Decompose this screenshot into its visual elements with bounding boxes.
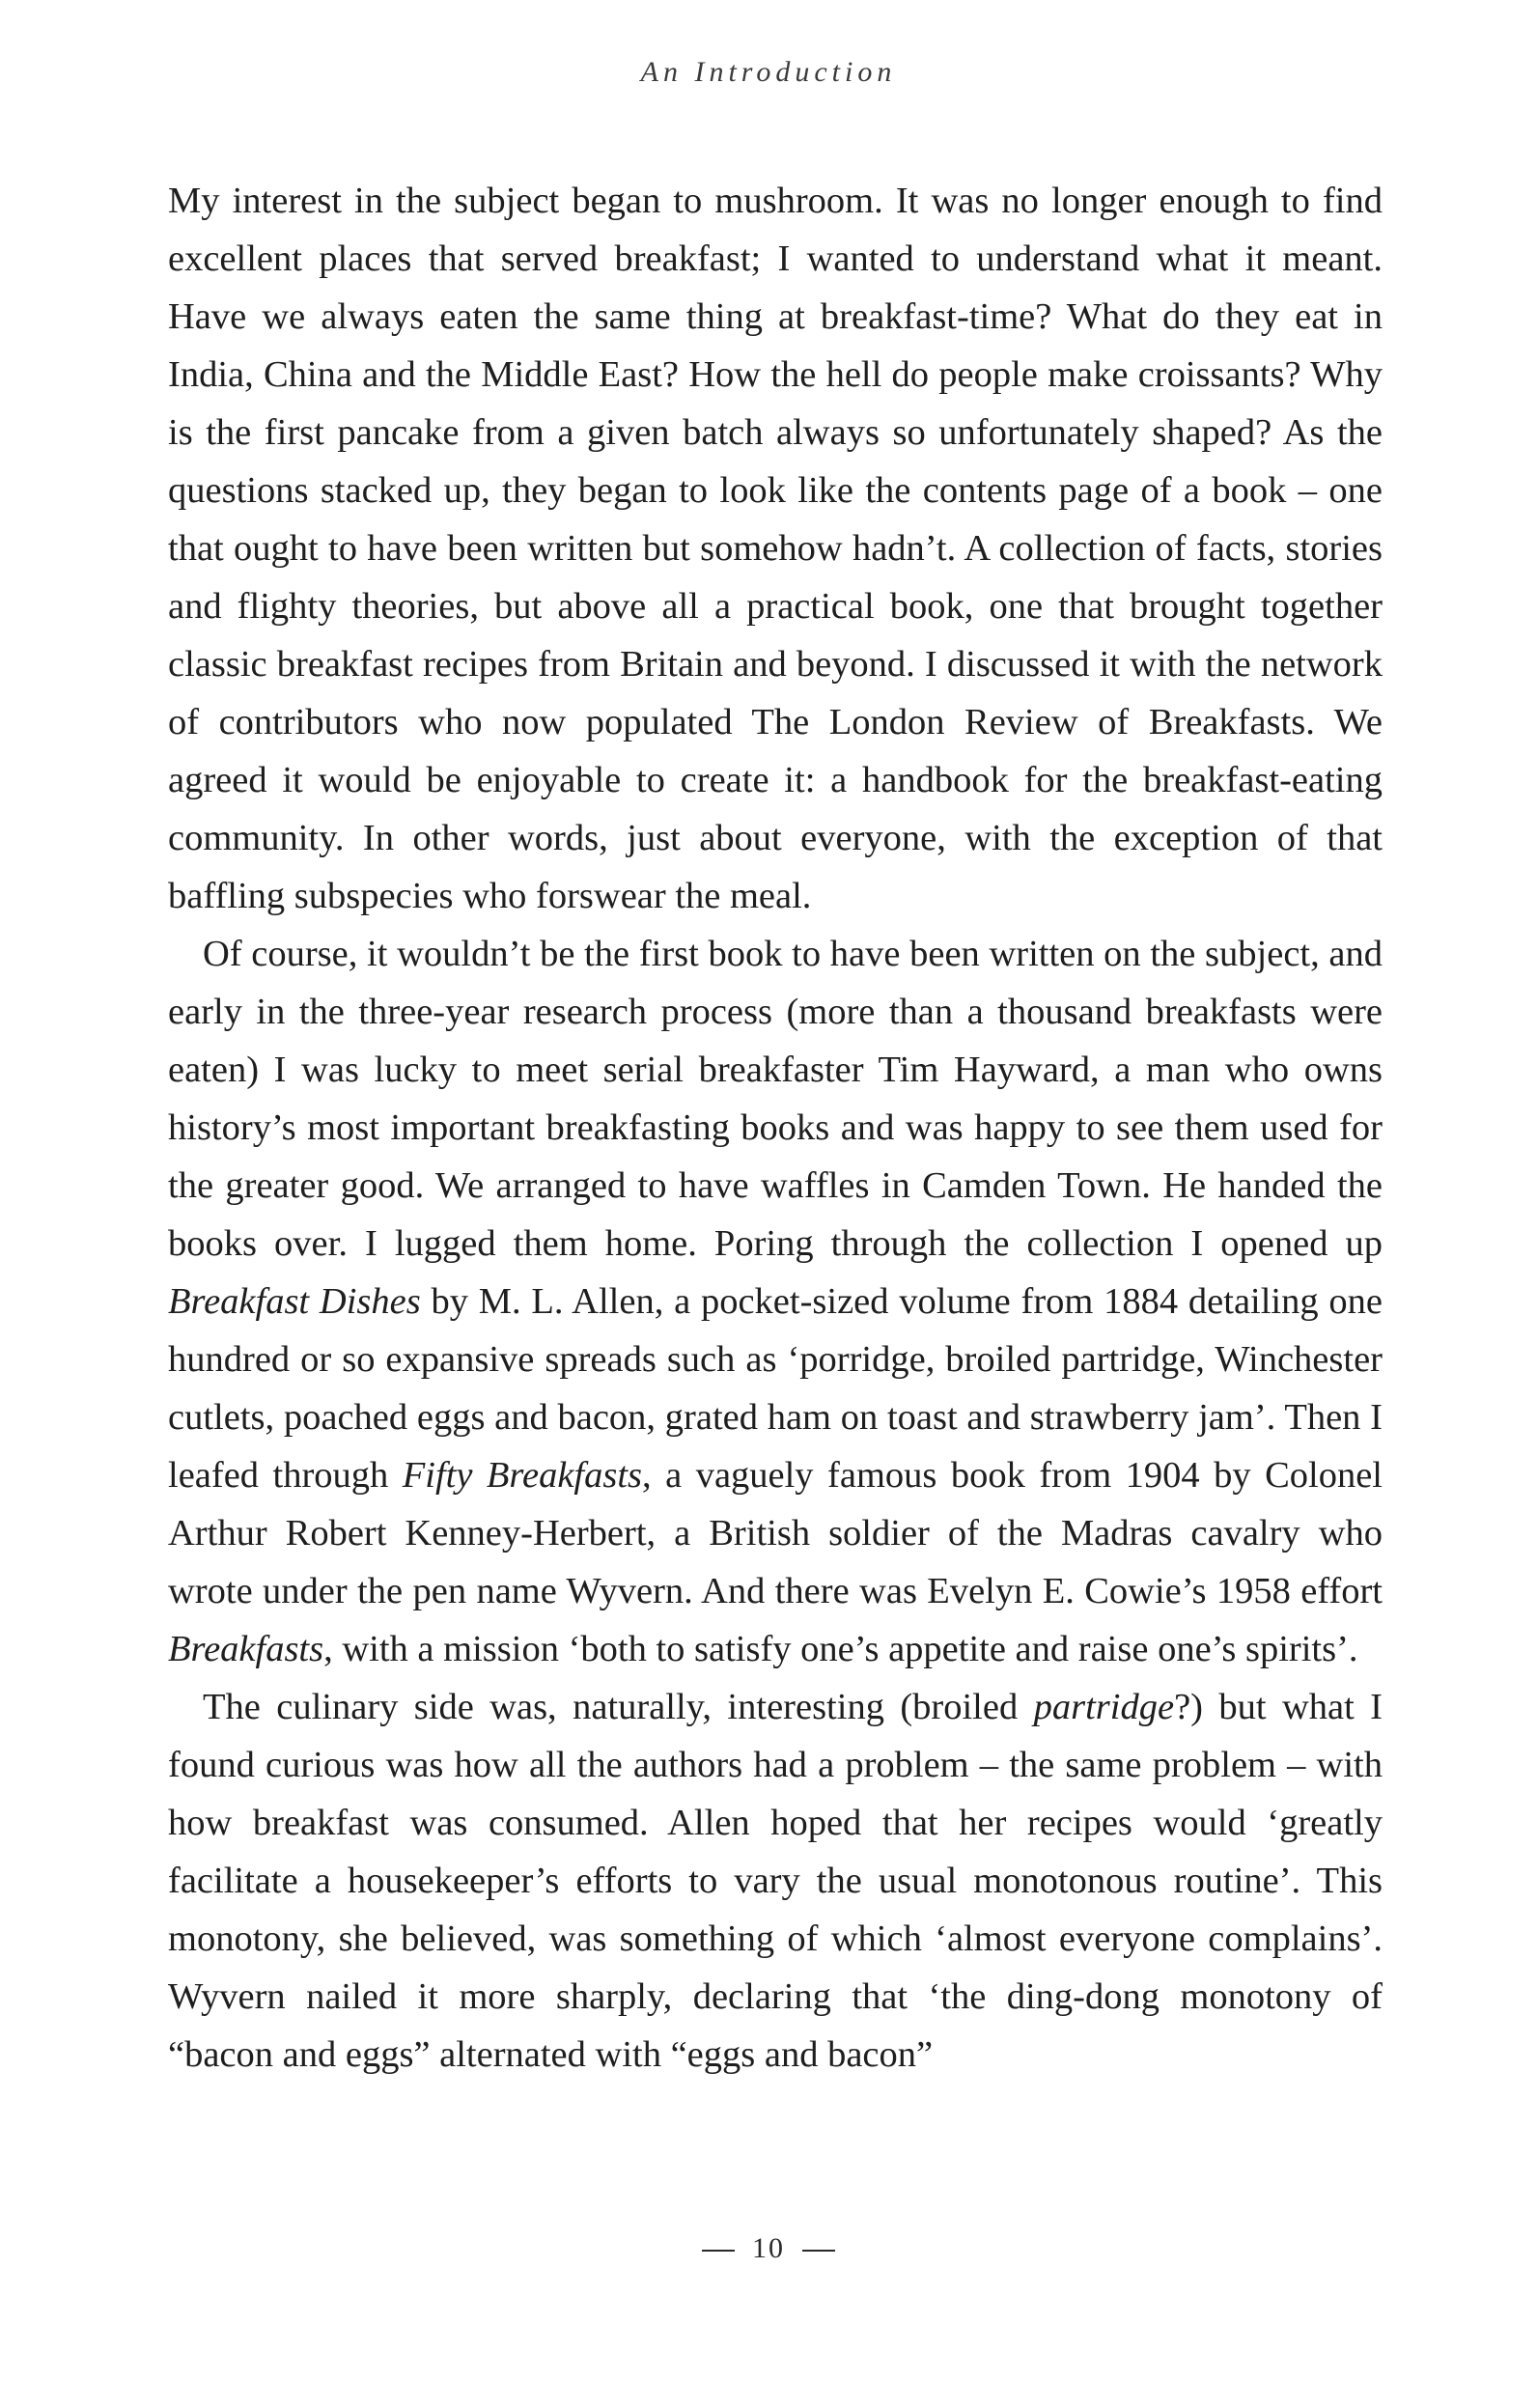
text-run: Of course, it wouldn’t be the first book to have been written on the subject, and early in the three-year research process (more than a thousand breakfasts were eaten) I was lucky to meet serial breakfaster Tim Hayward, a man who owns history’s most important breakfasting books and was happy to see them used for the greater good. We arranged to have waffles in Camden Town. He handed the books over. I lugged them home. Poring through the collection I opened up — [168, 934, 1383, 1264]
italic-title: Fifty Breakfasts — [402, 1455, 643, 1496]
text-run: ?) but what I found curious was how all the authors had a problem – the same problem – with how breakfast was consumed. Allen hoped that her recipes would ‘greatly facilitate a housekeeper’s efforts to vary the usual monotonous routine’. This monotony, she believed, was something of which ‘almost everyone complains’. Wyvern nailed it more sharply, declaring that ‘the ding-dong monotony of “bacon and eggs” alternated with “eggs and bacon” — [168, 1687, 1383, 2075]
folio-dash-right — [802, 2250, 835, 2252]
paragraph — [168, 172, 1383, 925]
text-run: , with a mission ‘both to satisfy one’s appetite and raise one’s spirits’. — [323, 1629, 1358, 1669]
body-text — [168, 172, 1383, 2084]
running-head: An Introduction — [640, 56, 897, 88]
page-number — [0, 2232, 1537, 2265]
italic-title: Breakfast Dishes — [168, 1281, 421, 1322]
folio-dash-left — [702, 2250, 735, 2252]
paragraph — [168, 1678, 1383, 2084]
text-run: by M. L. Allen, a pocket-sized volume from 1884 detailing one hundred or so expansive spreads such as ‘porridge, broiled partridge, Winchester cutlets, poached eggs and bacon, grated ham on toast and strawberry jam’. Then I leafed through — [168, 1281, 1383, 1496]
paragraph — [168, 925, 1383, 1678]
italic-title: Breakfasts — [168, 1629, 324, 1669]
page-number-text: 10 — [752, 2232, 785, 2264]
italic-title: partridge — [1033, 1687, 1175, 1727]
text-run: , a vaguely famous book from 1904 by Colonel Arthur Robert Kenney-Herbert, a British soldier of the Madras cavalry who wrote under the pen name Wyvern. And there was Evelyn E. Cowie’s 1958 effort — [168, 1455, 1383, 1611]
text-run: My interest in the subject began to mushroom. It was no longer enough to find excellent places that served breakfast; I wanted to understand what it meant. Have we always eaten the same thing at breakfast-time? What do they eat in India, China and the Middle East? How the hell do people make croissants? Why is the first pancake from a given batch always so unfortunately shaped? As the questions stacked up, they began to look like the contents page of a book – one that ought to have been written but somehow hadn’t. A collection of facts, stories and flighty theories, but above all a practical book, one that brought together classic breakfast recipes from Britain and beyond. I discussed it with the network of contributors who now populated The London Review of Breakfasts. We agreed it would be enjoyable to create it: a handbook for the breakfast-eating community. In other words, just about everyone, with the exception of that baffling subspecies who forswear the meal. — [168, 181, 1383, 916]
text-run: The culinary side was, naturally, interesting (broiled — [203, 1687, 1034, 1727]
